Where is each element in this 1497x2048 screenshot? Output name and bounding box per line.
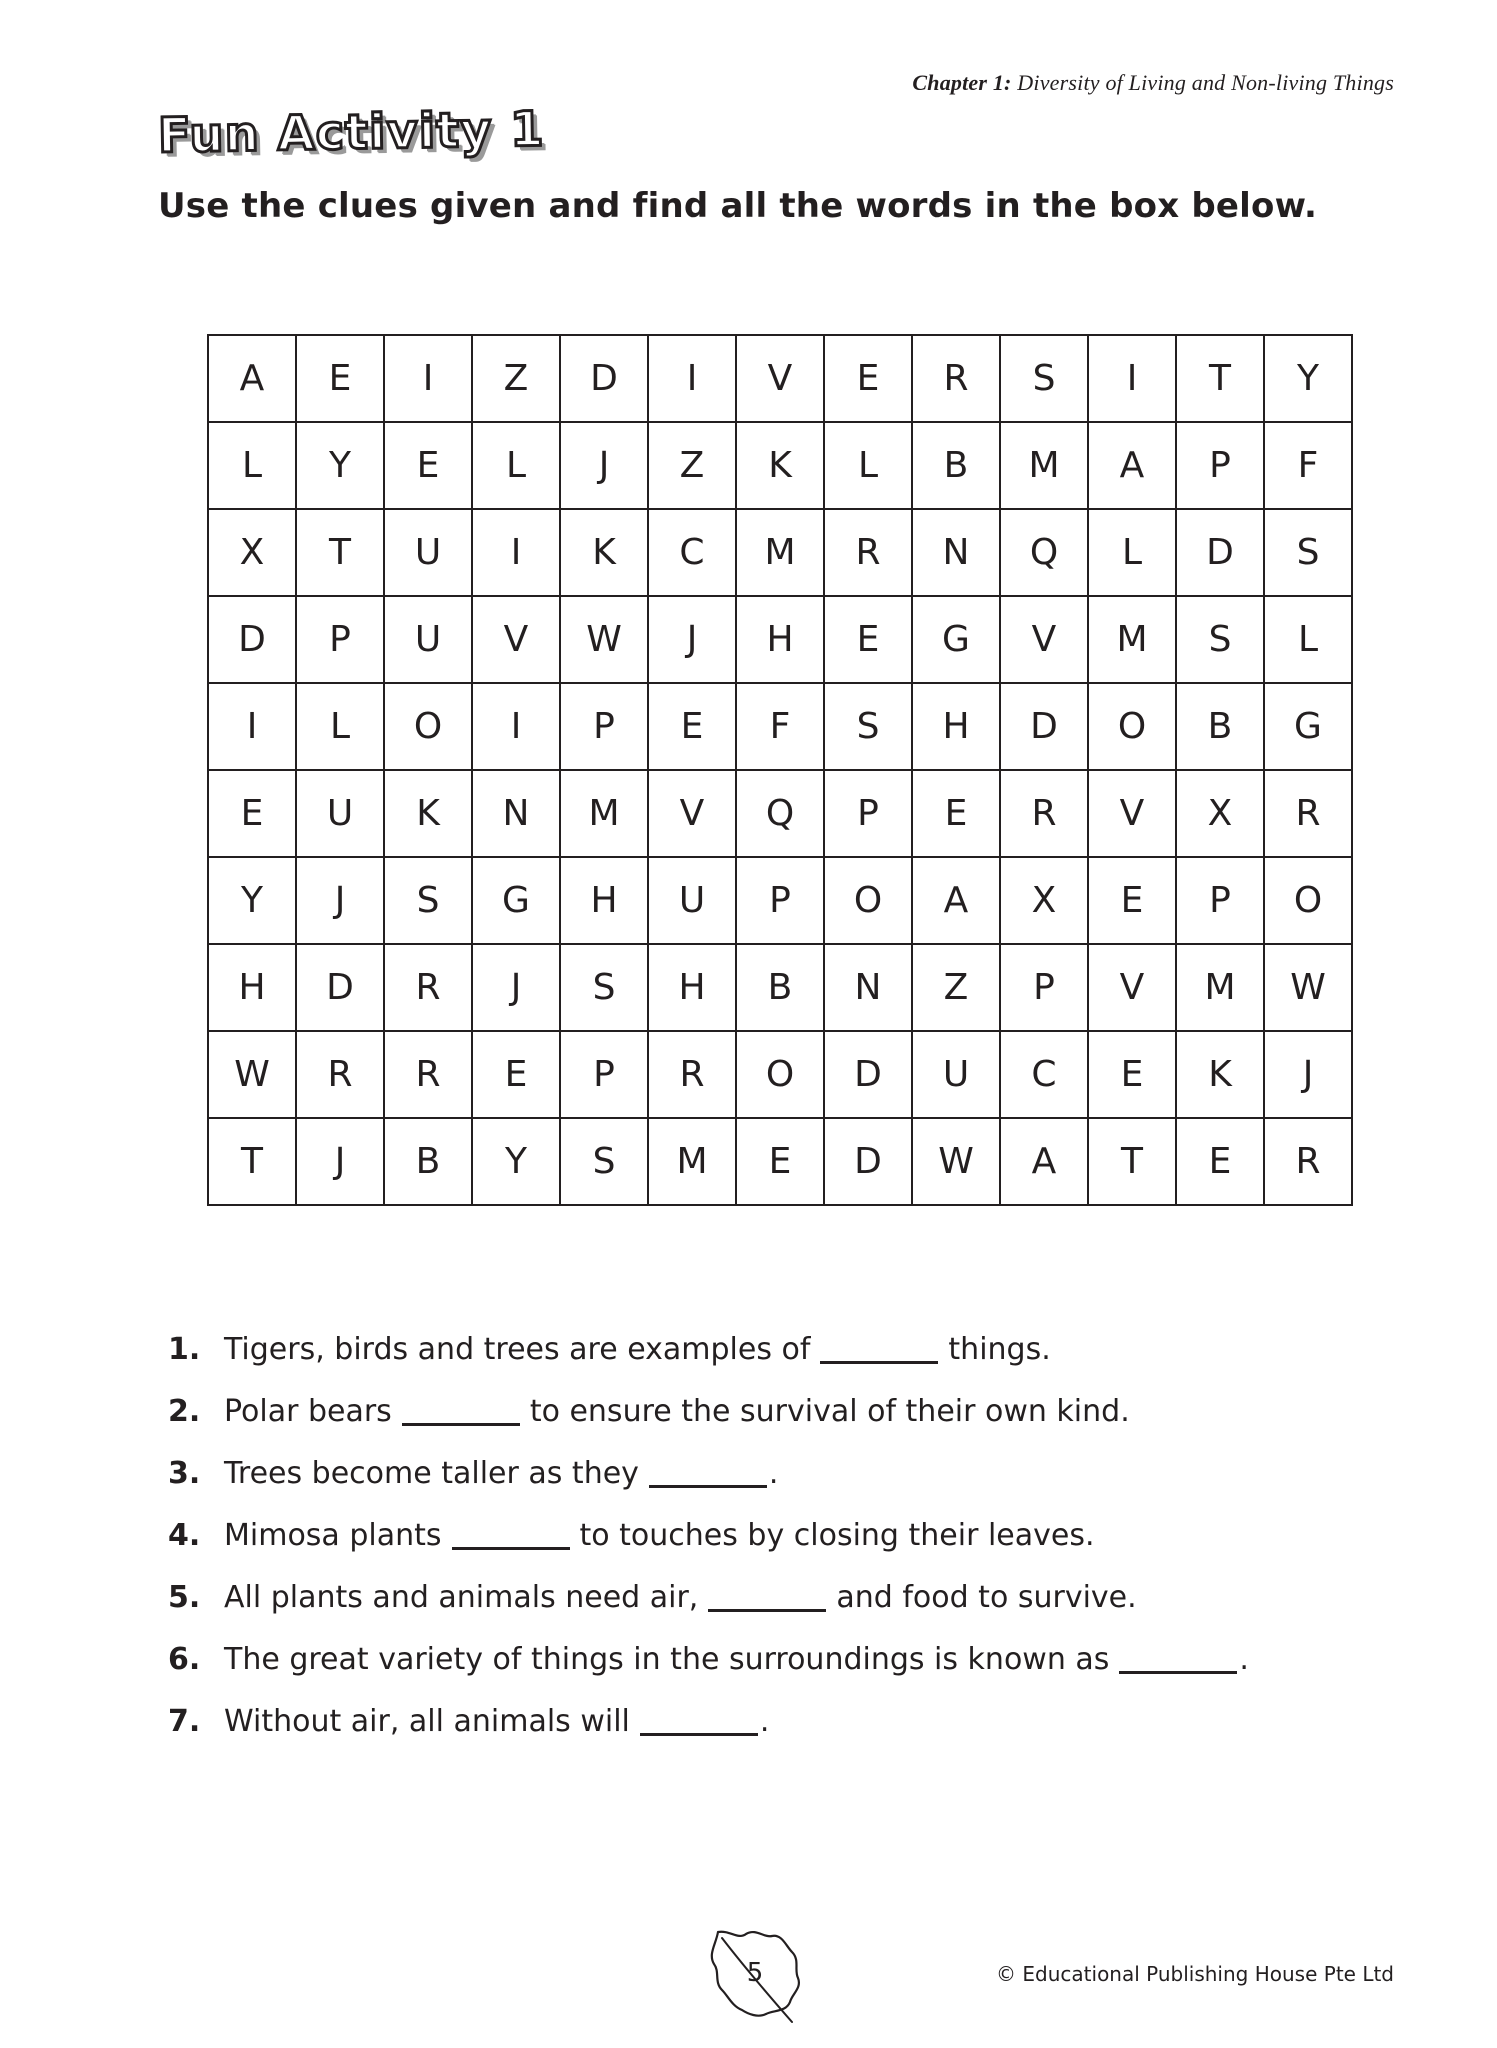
grid-cell: S — [1176, 596, 1264, 683]
grid-cell: S — [384, 857, 472, 944]
grid-cell: I — [384, 335, 472, 422]
grid-cell: D — [824, 1118, 912, 1205]
clue-text-after: . — [759, 1703, 770, 1739]
grid-row — [208, 422, 1352, 509]
copyright-text: © Educational Publishing House Pte Ltd — [996, 1962, 1394, 1986]
grid-cell: E — [648, 683, 736, 770]
answer-blank[interactable] — [402, 1397, 520, 1426]
clue-text-before: Tigers, birds and trees are examples of — [224, 1331, 811, 1367]
grid-cell: A — [1088, 422, 1176, 509]
grid-cell: L — [824, 422, 912, 509]
grid-cell: Y — [472, 1118, 560, 1205]
grid-cell: O — [824, 857, 912, 944]
grid-cell: J — [472, 944, 560, 1031]
clue-text-before: Trees become taller as they — [224, 1455, 639, 1491]
grid-cell: B — [736, 944, 824, 1031]
activity-title: Fun Activity 1 — [157, 101, 545, 164]
grid-cell: F — [1264, 422, 1352, 509]
grid-cell: U — [648, 857, 736, 944]
chapter-title: Diversity of Living and Non-living Things — [1017, 70, 1394, 95]
grid-cell: G — [912, 596, 1000, 683]
grid-cell: P — [560, 683, 648, 770]
grid-row — [208, 509, 1352, 596]
grid-cell: V — [1088, 944, 1176, 1031]
grid-cell: N — [912, 509, 1000, 596]
grid-cell: L — [296, 683, 384, 770]
grid-cell: M — [648, 1118, 736, 1205]
clue-number: 7. — [168, 1703, 201, 1739]
grid-cell: U — [384, 596, 472, 683]
grid-cell: O — [736, 1031, 824, 1118]
grid-cell: P — [1176, 857, 1264, 944]
grid-cell: L — [208, 422, 296, 509]
clue-text-before: Mimosa plants — [224, 1517, 442, 1553]
word-search-grid — [207, 334, 1353, 1206]
grid-cell: J — [560, 422, 648, 509]
grid-cell: A — [912, 857, 1000, 944]
clue-number: 1. — [168, 1331, 201, 1367]
grid-cell: P — [296, 596, 384, 683]
grid-cell: P — [736, 857, 824, 944]
grid-cell: U — [912, 1031, 1000, 1118]
grid-cell: H — [736, 596, 824, 683]
answer-blank[interactable] — [708, 1583, 826, 1612]
grid-cell: V — [736, 335, 824, 422]
grid-cell: P — [560, 1031, 648, 1118]
grid-cell: B — [912, 422, 1000, 509]
grid-cell: R — [384, 944, 472, 1031]
grid-row — [208, 1118, 1352, 1205]
grid-cell: Z — [912, 944, 1000, 1031]
grid-cell: Q — [736, 770, 824, 857]
grid-cell: D — [1176, 509, 1264, 596]
clue-text-after: things. — [948, 1331, 1051, 1367]
grid-cell: R — [296, 1031, 384, 1118]
page-number: 5 — [746, 1958, 764, 1988]
grid-cell: R — [912, 335, 1000, 422]
grid-cell: Y — [208, 857, 296, 944]
grid-cell: X — [208, 509, 296, 596]
clue-item — [168, 1380, 1249, 1442]
grid-cell: L — [1264, 596, 1352, 683]
grid-cell: V — [648, 770, 736, 857]
grid-row — [208, 770, 1352, 857]
grid-cell: P — [1176, 422, 1264, 509]
clue-item — [168, 1628, 1249, 1690]
clue-text-after: . — [1239, 1641, 1249, 1677]
grid-cell: D — [208, 596, 296, 683]
grid-cell: P — [1000, 944, 1088, 1031]
grid-cell: E — [472, 1031, 560, 1118]
grid-cell: C — [648, 509, 736, 596]
grid-row — [208, 857, 1352, 944]
grid-cell: M — [1000, 422, 1088, 509]
grid-cell: I — [1088, 335, 1176, 422]
grid-row — [208, 1031, 1352, 1118]
grid-cell: M — [1088, 596, 1176, 683]
grid-cell: T — [1088, 1118, 1176, 1205]
grid-cell: M — [560, 770, 648, 857]
grid-cell: T — [296, 509, 384, 596]
grid-cell: I — [472, 683, 560, 770]
clue-item — [168, 1504, 1249, 1566]
grid-cell: S — [1264, 509, 1352, 596]
grid-cell: U — [384, 509, 472, 596]
grid-cell: J — [1264, 1031, 1352, 1118]
clue-list — [168, 1318, 1249, 1752]
grid-cell: K — [560, 509, 648, 596]
grid-cell: H — [560, 857, 648, 944]
grid-cell: O — [1088, 683, 1176, 770]
grid-cell: E — [208, 770, 296, 857]
grid-cell: Z — [648, 422, 736, 509]
grid-cell: A — [208, 335, 296, 422]
clue-text-before: Without air, all animals will — [224, 1703, 630, 1739]
grid-cell: Z — [472, 335, 560, 422]
clue-text-after: to ensure the survival of their own kind. — [529, 1393, 1130, 1429]
clue-text-before: Polar bears — [224, 1393, 392, 1429]
grid-cell: Q — [1000, 509, 1088, 596]
grid-cell: Y — [1264, 335, 1352, 422]
grid-cell: W — [1264, 944, 1352, 1031]
grid-cell: B — [1176, 683, 1264, 770]
grid-cell: E — [384, 422, 472, 509]
grid-cell: R — [824, 509, 912, 596]
grid-row — [208, 944, 1352, 1031]
grid-cell: O — [384, 683, 472, 770]
clue-item — [168, 1690, 1249, 1752]
instruction-text: Use the clues given and find all the words in the box below. — [158, 186, 1318, 226]
grid-cell: L — [1088, 509, 1176, 596]
grid-cell: W — [560, 596, 648, 683]
grid-cell: M — [1176, 944, 1264, 1031]
grid-cell: H — [208, 944, 296, 1031]
grid-cell: D — [560, 335, 648, 422]
answer-blank[interactable] — [640, 1707, 758, 1736]
clue-text-after: and food to survive. — [836, 1579, 1137, 1615]
grid-cell: N — [472, 770, 560, 857]
grid-cell: R — [1000, 770, 1088, 857]
grid-cell: K — [384, 770, 472, 857]
clue-item — [168, 1442, 1249, 1504]
grid-cell: T — [208, 1118, 296, 1205]
grid-cell: E — [1176, 1118, 1264, 1205]
grid-cell: S — [824, 683, 912, 770]
grid-cell: Y — [296, 422, 384, 509]
clue-number: 2. — [168, 1393, 201, 1429]
grid-cell: J — [648, 596, 736, 683]
grid-cell: V — [1000, 596, 1088, 683]
grid-cell: K — [736, 422, 824, 509]
grid-cell: I — [208, 683, 296, 770]
clue-text-before: The great variety of things in the surroundings is known as — [224, 1641, 1110, 1677]
grid-cell: U — [296, 770, 384, 857]
grid-cell: L — [472, 422, 560, 509]
grid-cell: D — [296, 944, 384, 1031]
clue-item — [168, 1318, 1249, 1380]
clue-number: 4. — [168, 1517, 201, 1553]
grid-cell: E — [824, 596, 912, 683]
answer-blank[interactable] — [820, 1335, 938, 1364]
grid-cell: W — [912, 1118, 1000, 1205]
grid-cell: I — [472, 509, 560, 596]
grid-cell: D — [824, 1031, 912, 1118]
grid-cell: X — [1000, 857, 1088, 944]
grid-cell: H — [648, 944, 736, 1031]
grid-cell: E — [912, 770, 1000, 857]
chapter-header — [912, 70, 1394, 96]
grid-cell: G — [1264, 683, 1352, 770]
grid-cell: J — [296, 857, 384, 944]
grid-cell: D — [1000, 683, 1088, 770]
grid-cell: R — [384, 1031, 472, 1118]
grid-cell: J — [296, 1118, 384, 1205]
grid-cell: P — [824, 770, 912, 857]
grid-row — [208, 596, 1352, 683]
grid-cell: S — [560, 1118, 648, 1205]
grid-cell: C — [1000, 1031, 1088, 1118]
grid-cell: R — [1264, 770, 1352, 857]
grid-cell: E — [736, 1118, 824, 1205]
grid-cell: S — [1000, 335, 1088, 422]
grid-cell: R — [1264, 1118, 1352, 1205]
grid-cell: G — [472, 857, 560, 944]
grid-cell: E — [824, 335, 912, 422]
grid-cell: T — [1176, 335, 1264, 422]
grid-cell: H — [912, 683, 1000, 770]
grid-cell: R — [648, 1031, 736, 1118]
grid-cell: E — [296, 335, 384, 422]
clue-number: 3. — [168, 1455, 201, 1491]
grid-cell: E — [1088, 1031, 1176, 1118]
clue-text-before: All plants and animals need air, — [224, 1579, 699, 1615]
grid-row — [208, 683, 1352, 770]
grid-cell: V — [472, 596, 560, 683]
grid-cell: F — [736, 683, 824, 770]
grid-row — [208, 335, 1352, 422]
grid-cell: N — [824, 944, 912, 1031]
grid-cell: O — [1264, 857, 1352, 944]
clue-item — [168, 1566, 1249, 1628]
grid-cell: X — [1176, 770, 1264, 857]
grid-cell: M — [736, 509, 824, 596]
clue-number: 5. — [168, 1579, 201, 1615]
chapter-label: Chapter 1: — [912, 70, 1012, 95]
answer-blank[interactable] — [649, 1459, 767, 1488]
grid-cell: W — [208, 1031, 296, 1118]
grid-cell: A — [1000, 1118, 1088, 1205]
grid-cell: I — [648, 335, 736, 422]
grid-cell: V — [1088, 770, 1176, 857]
grid-cell: S — [560, 944, 648, 1031]
answer-blank[interactable] — [1119, 1645, 1237, 1674]
answer-blank[interactable] — [452, 1521, 570, 1550]
grid-cell: E — [1088, 857, 1176, 944]
clue-text-after: to touches by closing their leaves. — [579, 1517, 1095, 1553]
clue-number: 6. — [168, 1641, 201, 1677]
grid-cell: B — [384, 1118, 472, 1205]
grid-cell: K — [1176, 1031, 1264, 1118]
clue-text-after: . — [768, 1455, 779, 1491]
